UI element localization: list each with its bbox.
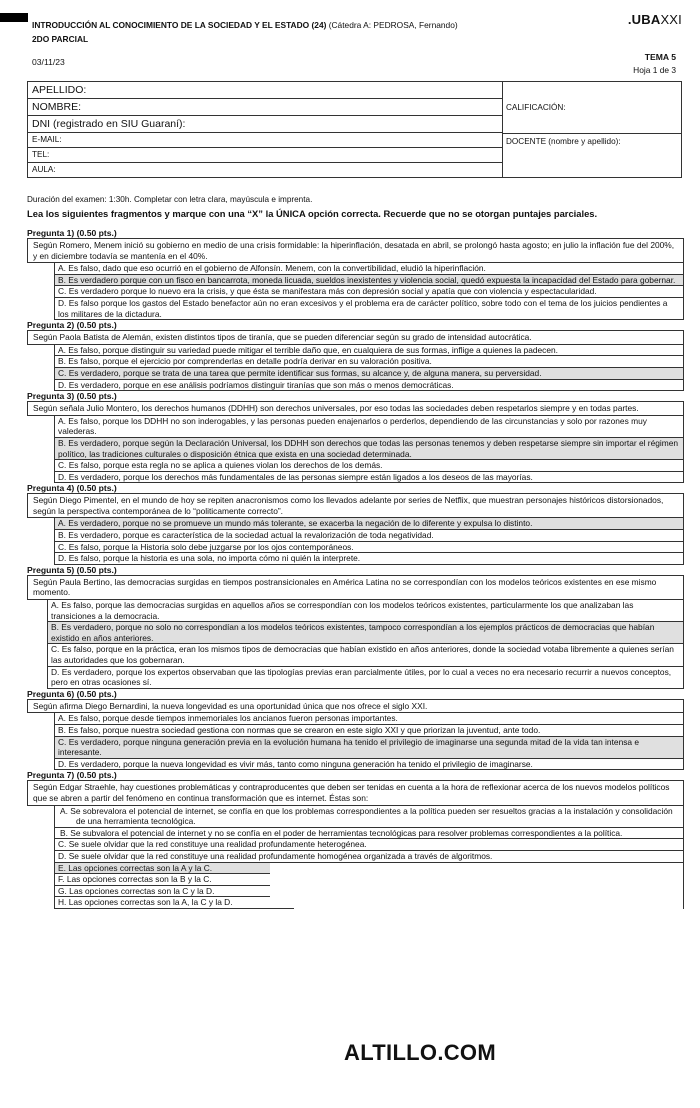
option-a[interactable]: A. Es falso, porque las democracias surgidas en aquellos años se correspondían con los modelos teóricos existentes, particularmente los que analizaban las transiciones a la democracia. [48,600,683,622]
option-b[interactable]: B. Es verdadero, porque es característica de la sociedad actual la revalorización de toda negatividad. [55,530,683,542]
question-title: Pregunta 2) (0.50 pts.) [27,320,117,331]
tema-label: TEMA 5 [644,52,676,62]
option-c[interactable]: C. Es verdadero, porque se trata de una tarea que permite identificar sus formas, su alcance y, de alguna manera, su perversidad. [55,368,683,380]
option-c[interactable]: C. Es falso, porque la Historia solo debe juzgarse por los ojos contemporáneos. [55,542,683,554]
option-d[interactable]: D. Se suele olvidar que la red constituye una realidad profundamente homogénea organizada a través de algoritmos. [55,851,683,863]
questions-area [27,228,684,909]
tel-field[interactable]: TEL: [28,148,502,163]
exam-duration: Duración del examen: 1:30h. Completar con letra clara, mayúscula e imprenta. [27,195,313,204]
course-title: INTRODUCCIÓN AL CONOCIMIENTO DE LA SOCIEDAD Y EL ESTADO (24) (Cátedra A: PEDROSA, Fernando) [32,20,458,30]
page-number: Hoja 1 de 3 [633,65,676,75]
question-2 [27,320,684,391]
uba-xxi-logo: .UBAXXI [627,12,682,27]
exam-date: 03/11/23 [32,57,65,67]
docente-field[interactable]: DOCENTE (nombre y apellido): [506,137,621,146]
option-a[interactable]: A. Es falso, porque los DDHH no son inderogables, y las personas pueden enajenarlos o perderlos, dependiendo de las circunstancias y solo por razones muy valederas. [55,416,683,438]
option-b[interactable]: B. Es verdadero, porque según la Declaración Universal, los DDHH son derechos que todas las personas tenemos y deben respetarse siempre sin importar el régimen político, las tradiciones culturales o disposición étnica que exista en una sociedad determinada. [55,438,683,460]
question-title: Pregunta 6) (0.50 pts.) [27,688,117,699]
option-c[interactable]: C. Se suele olvidar que la red constituye una realidad profundamente heterogénea. [55,839,683,851]
question-title: Pregunta 4) (0.50 pts.) [27,483,117,494]
question-5 [27,565,684,689]
question-stem: Según Paula Bertino, las democracias surgidas en tiempos postransicionales en América Latina no se correspondían con los modelos teóricos existentes en ese mismo momento. [27,575,684,600]
question-6 [27,689,684,771]
student-id-form [27,81,682,178]
aula-field[interactable]: AULA: [32,165,56,174]
question-stem: Según Edgar Straehle, hay cuestiones problemáticas y contraproducentes que deben ser tenidas en cuenta a la hora de reflexionar acerca de los nuevos modelos políticos que se abren a partir del fenómeno en continua transformación que es internet. Éstas son: [27,780,684,805]
option-d[interactable]: D. Es falso porque los gastos del Estado benefactor aún no eran excesivos y el problema era de carácter político, sobre todo con el tema de los juicios pendientes a los militares de la dictadura. [55,298,683,320]
question-title: Pregunta 3) (0.50 pts.) [27,391,117,402]
question-1 [27,228,684,320]
grade-divider [502,133,681,134]
question-stem: Según afirma Diego Bernardini, la nueva longevidad es una oportunidad única que nos ofrece el siglo XXI. [27,699,684,714]
exam-title: 2DO PARCIAL [32,34,89,44]
option-d[interactable]: D. Es verdadero, porque los derechos más fundamentales de las personas siempre están ligados a los deseos de las mayorías. [55,472,683,484]
nombre-field[interactable]: NOMBRE: [28,99,502,116]
option-b[interactable]: B. Es verdadero, porque no solo no correspondían a los modelos teóricos existentes, tampoco correspondían a los ejemplos prácticos de democracias que habían existido en años anteriores. [48,622,683,644]
option-b[interactable]: B. Es verdadero porque con un fisco en bancarrota, moneda licuada, sueldos inexistentes y violencia social, quedó expuesta la incapacidad del Estado para gobernar. [55,275,683,287]
header-black-bar [0,13,28,22]
option-h[interactable]: H. Las opciones correctas son la A, la C y la D. [55,897,294,909]
question-title: Pregunta 1) (0.50 pts.) [27,228,117,238]
question-stem: Según señala Julio Montero, los derechos humanos (DDHH) son derechos universales, por eso todas las sociedades deben respetarlos siempre y en todas partes. [27,401,684,416]
option-d[interactable]: D. Es verdadero, porque los expertos observaban que las tipologías previas eran parcialmente útiles, por lo cual a veces no era necesario recurrir a nuevos conceptos, pero en otras ocasiones sí. [48,667,683,689]
option-c[interactable]: C. Es falso, porque en la práctica, eran los mismos tipos de democracias que habían existido en años anteriores, donde la sociedad votaba libremente a quienes serían las autoridades que los gobernaran. [48,644,683,666]
option-a[interactable]: A. Es falso, porque desde tiempos inmemoriales los ancianos fueron personas importantes. [55,713,683,725]
question-3 [27,391,684,483]
question-4 [27,483,684,565]
option-c[interactable]: C. Es falso, porque esta regla no se aplica a quienes violan los derechos de los demás. [55,460,683,472]
question-7 [27,770,684,909]
calificacion-field[interactable]: CALIFICACIÓN: [506,103,566,112]
student-fields [28,82,503,177]
question-title: Pregunta 5) (0.50 pts.) [27,564,117,575]
altillo-watermark: ALTILLO.COM [344,1040,496,1065]
question-title: Pregunta 7) (0.50 pts.) [27,770,117,781]
option-d[interactable]: D. Es falso, porque la historia es una sola, no importa cómo ni quién la interprete. [55,553,683,565]
email-field[interactable]: E-MAIL: [28,133,502,148]
option-b[interactable]: B. Es falso, porque el ejercicio por comprenderlas en detalle podría derivar en su valoración positiva. [55,356,683,368]
option-c[interactable]: C. Es verdadero porque lo nuevo era la crisis, y que ésta se manifestara más con depresión social y apatía que con violencia y espectacularidad. [55,286,683,298]
option-a[interactable]: A. Es falso, dado que eso ocurrió en el gobierno de Alfonsín. Menem, con la convertibilidad, eludió la hiperinflación. [55,263,683,275]
option-d[interactable]: D. Es verdadero, porque en ese análisis podríamos distinguir tiranías que son más o menos democráticas. [55,380,683,392]
option-f[interactable]: F. Las opciones correctas son la B y la C. [55,874,270,886]
option-a[interactable]: A. Es verdadero, porque no se promueve un mundo más tolerante, se exacerba la negación de lo diferente y expulsa lo distinto. [55,518,683,530]
apellido-field[interactable]: APELLIDO: [28,82,502,99]
option-a[interactable]: A. Es falso, porque distinguir su variedad puede mitigar el terrible daño que, en cualquiera de sus formas, inflige a quienes la padecen. [55,345,683,357]
option-e[interactable]: E. Las opciones correctas son la A y la C. [55,863,270,875]
question-stem: Según Paola Batista de Alemán, existen distintos tipos de tiranía, que se pueden diferenciar según su grado de intensidad autocrática. [27,330,684,345]
option-b[interactable]: B. Se subvalora el potencial de internet y no se confía en el poder de herramientas tecnológicas para resolver problemas correspondientes a la política. [55,828,683,840]
question-stem: Según Diego Pimentel, en el mundo de hoy se repiten anacronismos como los llevados adelante por series de Netflix, que muestran personajes históricos distorsionados, según la perspectiva contemporánea de lo “politicamente correcto”. [27,493,684,518]
option-c[interactable]: C. Es verdadero, porque ninguna generación previa en la evolución humana ha tenido el privilegio de imaginarse una segunda mitad de la vida tan intensa e interesante. [55,737,683,759]
exam-instructions: Lea los siguientes fragmentos y marque con una “X” la ÚNICA opción correcta. Recuerde que no se otorgan puntajes parciales. [27,208,598,219]
option-b[interactable]: B. Es falso, porque nuestra sociedad gestiona con normas que se crearon en este siglo XXI y que priorizan la juventud, ante todo. [55,725,683,737]
option-g[interactable]: G. Las opciones correctas son la C y la D. [55,886,270,898]
dni-field[interactable]: DNI (registrado en SIU Guaraní): [28,116,502,133]
option-a[interactable]: A. Se sobrevalora el potencial de internet, se confía en que los problemas correspondientes a la política pueden ser resueltos gracias a la instalación y consolidación de una herramienta tecnológica. [55,806,683,828]
option-d[interactable]: D. Es verdadero, porque la nueva longevidad es vivir más, tanto como ninguna generación ha tenido el privilegio de imaginarse. [55,759,683,771]
question-stem: Según Romero, Menem inició su gobierno en medio de una crisis formidable: la hiperinflación, desatada en abril, se prolongó hasta agosto; en julio la inflación fue del 200%, y en diciembre todavía se mantenía en el 40%. [27,238,684,263]
